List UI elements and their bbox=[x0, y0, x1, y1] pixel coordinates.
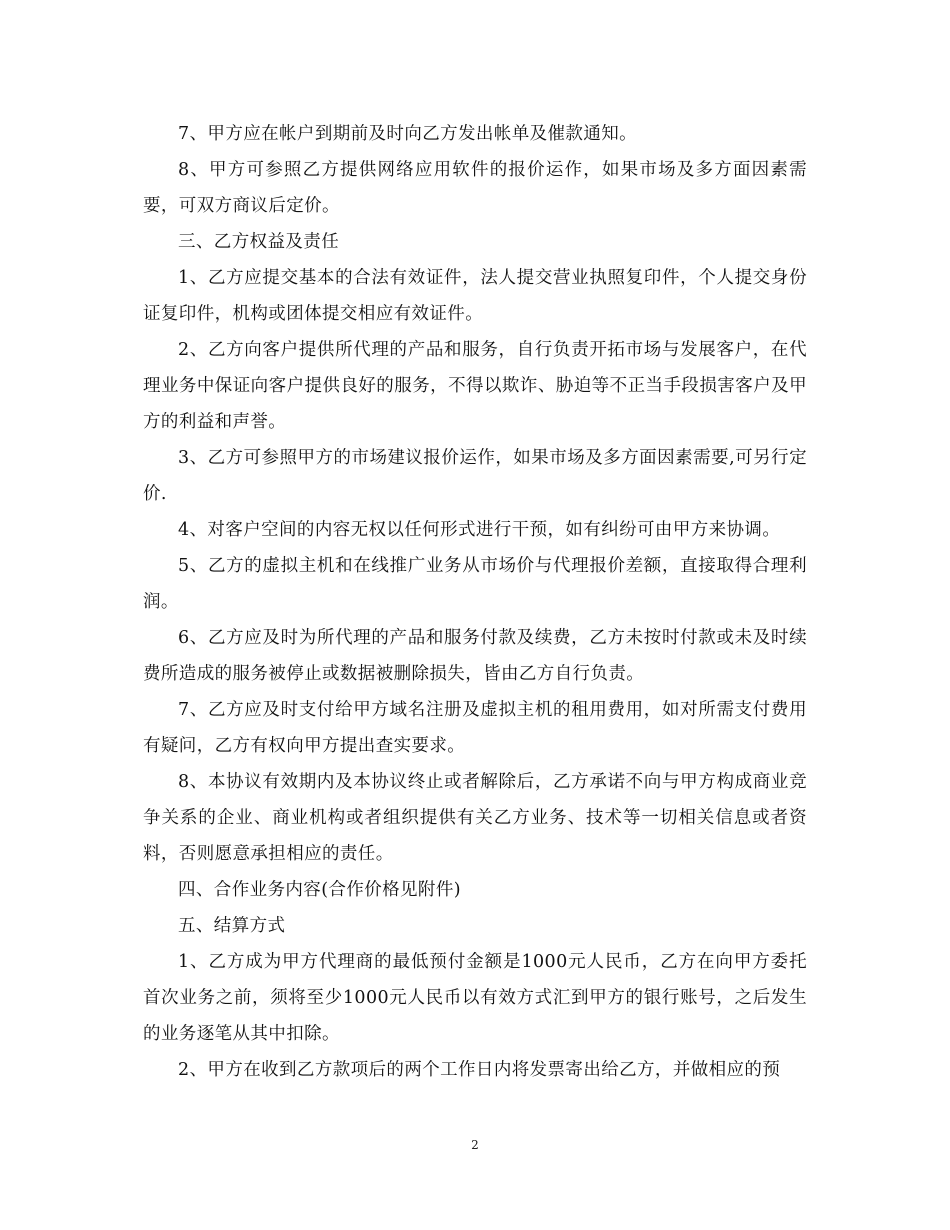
page-number: 2 bbox=[471, 1138, 479, 1152]
clause-paragraph: 2、甲方在收到乙方款项后的两个工作日内将发票寄出给乙方，并做相应的预 bbox=[178, 1060, 781, 1080]
clause-paragraph: 1、乙方成为甲方代理商的最低预付金额是1000元人民币，乙方在向甲方委托首次业务之前，须将至少1000元人民币以有效方式汇到甲方的银行账号，之后发生的业务逐笔从其中扣除。 bbox=[143, 952, 807, 1044]
clause-paragraph: 4、对客户空间的内容无权以任何形式进行干预，如有纠纷可由甲方来协调。 bbox=[178, 520, 781, 540]
section-heading: 三、乙方权益及责任 bbox=[178, 232, 340, 252]
clause-paragraph: 8、甲方可参照乙方提供网络应用软件的报价运作，如果市场及多方面因素需要，可双方商议后定价。 bbox=[143, 160, 807, 216]
clause-paragraph: 5、乙方的虚拟主机和在线推广业务从市场价与代理报价差额，直接取得合理利润。 bbox=[143, 556, 807, 612]
section-heading: 五、结算方式 bbox=[178, 916, 286, 936]
clause-paragraph: 6、乙方应及时为所代理的产品和服务付款及续费，乙方未按时付款或未及时续费所造成的服务被停止或数据被删除损失，皆由乙方自行负责。 bbox=[143, 628, 807, 684]
clause-paragraph: 1、乙方应提交基本的合法有效证件，法人提交营业执照复印件，个人提交身份证复印件，机构或团体提交相应有效证件。 bbox=[143, 268, 807, 324]
section-heading: 四、合作业务内容(合作价格见附件) bbox=[178, 880, 461, 900]
document-body bbox=[143, 116, 807, 1088]
clause-paragraph: 8、本协议有效期内及本协议终止或者解除后，乙方承诺不向与甲方构成商业竞争关系的企业、商业机构或者组织提供有关乙方业务、技术等一切相关信息或者资料，否则愿意承担相应的责任。 bbox=[143, 772, 807, 864]
clause-paragraph: 7、乙方应及时支付给甲方域名注册及虚拟主机的租用费用，如对所需支付费用有疑问，乙方有权向甲方提出查实要求。 bbox=[143, 700, 807, 756]
clause-paragraph: 7、甲方应在帐户到期前及时向乙方发出帐单及催款通知。 bbox=[178, 124, 638, 144]
clause-paragraph: 3、乙方可参照甲方的市场建议报价运作，如果市场及多方面因素需要,可另行定价. bbox=[143, 448, 807, 504]
clause-paragraph: 2、乙方向客户提供所代理的产品和服务，自行负责开拓市场与发展客户，在代理业务中保证向客户提供良好的服务，不得以欺诈、胁迫等不正当手段损害客户及甲方的利益和声誉。 bbox=[143, 340, 807, 432]
